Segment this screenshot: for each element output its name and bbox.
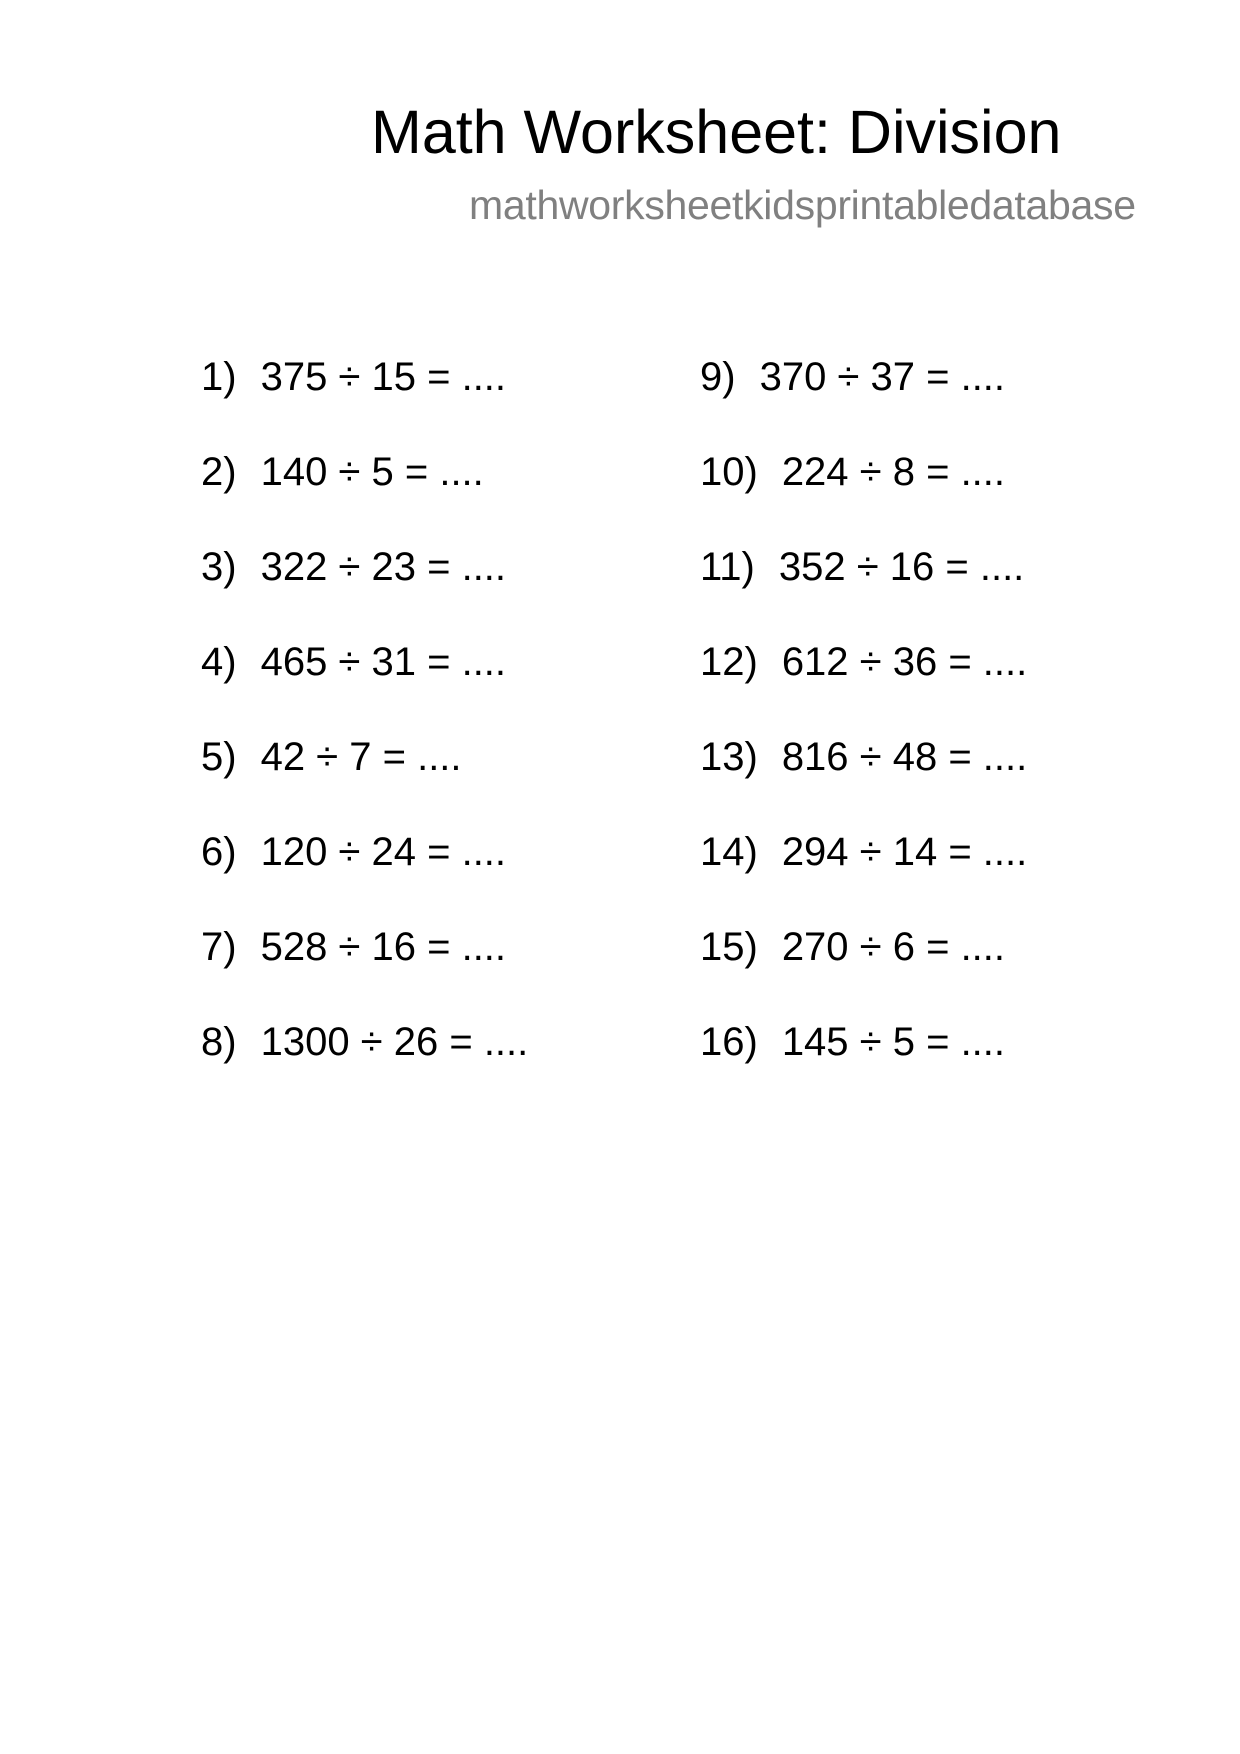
problem-number: 14) [700,830,758,874]
problem-expression: 145 ÷ 5 = .... [781,1020,1006,1064]
problem-item [700,637,1027,732]
problem-number: 12) [700,640,758,684]
problem-number: 10) [700,450,758,494]
problem-expression: 528 ÷ 16 = .... [260,925,507,969]
problem-number: 7) [201,925,237,969]
problem-item [201,447,528,542]
problem-item [201,637,528,732]
problem-item [700,922,1027,1017]
problem-expression: 322 ÷ 23 = .... [260,545,507,589]
problem-number: 2) [201,450,237,494]
problem-expression: 270 ÷ 6 = .... [781,925,1006,969]
problem-item [201,827,528,922]
problem-item [201,922,528,1017]
problem-expression: 294 ÷ 14 = .... [781,830,1028,874]
problem-expression: 465 ÷ 31 = .... [260,640,507,684]
problem-number: 6) [201,830,237,874]
problems-right-column [700,352,1027,1112]
problem-item [700,447,1027,542]
problem-item [201,732,528,827]
problem-expression: 612 ÷ 36 = .... [781,640,1028,684]
problem-number: 13) [700,735,758,779]
problem-number: 1) [201,355,237,399]
problem-expression: 352 ÷ 16 = .... [778,545,1025,589]
problem-item [201,1017,528,1112]
problem-item [201,542,528,637]
problem-item [201,352,528,447]
problem-expression: 375 ÷ 15 = .... [260,355,507,399]
problem-item [700,827,1027,922]
problem-item [700,352,1027,447]
problem-item [700,542,1027,637]
problem-expression: 816 ÷ 48 = .... [781,735,1028,779]
problem-number: 16) [700,1020,758,1064]
problem-expression: 1300 ÷ 26 = .... [260,1020,529,1064]
problem-expression: 140 ÷ 5 = .... [260,450,484,494]
problem-item [700,1017,1027,1112]
problem-expression: 224 ÷ 8 = .... [781,450,1006,494]
problem-number: 4) [201,640,237,684]
worksheet-subtitle: mathworksheetkidsprintabledatabase [469,182,1136,228]
problem-item [700,732,1027,827]
problem-number: 9) [700,355,736,399]
problem-expression: 42 ÷ 7 = .... [260,735,462,779]
problems-left-column [201,352,528,1112]
problem-number: 15) [700,925,758,969]
problem-number: 3) [201,545,237,589]
worksheet-title: Math Worksheet: Division [371,98,1062,166]
problem-number: 8) [201,1020,237,1064]
problem-expression: 370 ÷ 37 = .... [759,355,1006,399]
problem-number: 5) [201,735,237,779]
problem-number: 11) [700,545,755,589]
problem-expression: 120 ÷ 24 = .... [260,830,507,874]
